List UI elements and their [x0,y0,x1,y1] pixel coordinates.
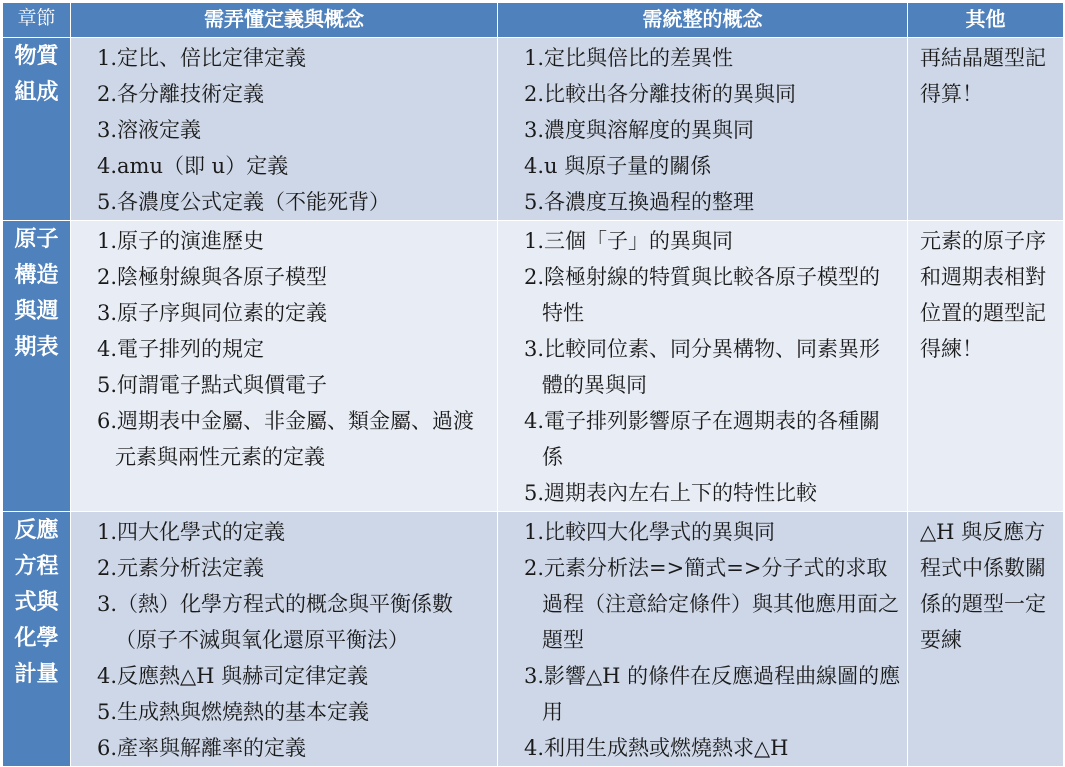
other-note: 再結晶題型記得算！ [920,46,1046,106]
definitions-cell [71,512,498,767]
header-row [3,3,1064,38]
list-item: 6.產率與解離率的定義 [97,736,307,760]
definitions-cell [71,221,498,512]
list-item: 5.各濃度公式定義（不能死背） [97,190,391,214]
chapter-label-line: 反應 [14,517,59,543]
integrate-list [498,221,907,511]
integrate-list [498,38,907,220]
list-item: 3.比較同位素、同分異構物、同素異形體的異與同 [524,337,881,397]
list-item: 1.定比與倍比的差異性 [524,46,734,70]
chapter-label-line: 期表 [14,334,59,360]
list-item: 4.利用生成熱或燃燒熱求△H [524,736,789,760]
header-chapter: 章節 [3,3,71,38]
list-item: 5.各濃度互換過程的整理 [524,190,755,214]
list-item: 1.三個「子」的異與同 [524,229,734,253]
other-cell [908,38,1064,221]
list-item: 1.原子的演進歷史 [97,229,265,253]
chapter-label-line: 方程 [14,553,59,579]
list-item: 2.比較出各分離技術的異與同 [524,82,797,106]
chapter-label-line: 式與 [14,589,59,615]
chapter-cell [3,38,71,221]
definitions-list [71,221,497,475]
integrate-cell [498,221,908,512]
study-table [2,2,1064,767]
list-item: 4.amu（即 u）定義 [97,154,289,178]
list-item: 2.陰極射線與各原子模型 [97,265,328,289]
other-note: △H 與反應方程式中係數關係的題型一定要練 [920,520,1046,652]
list-item: 1.比較四大化學式的異與同 [524,520,776,544]
list-item: 5.週期表內左右上下的特性比較 [524,481,818,505]
chapter-label-line: 與週 [14,298,59,324]
chapter-label-line: 組成 [14,79,59,105]
list-item: 3.濃度與溶解度的異與同 [524,118,755,142]
chapter-label-line: 化學 [14,625,59,651]
chapter-label-line: 原子 [14,226,59,252]
list-item: 2.元素分析法定義 [97,556,265,580]
list-item: 1.定比、倍比定律定義 [97,46,307,70]
definitions-list [71,38,497,220]
list-item: 2.陰極射線的特質與比較各原子模型的特性 [524,265,881,325]
list-item: 2.各分離技術定義 [97,82,265,106]
header-definitions: 需弄懂定義與概念 [71,3,498,38]
list-item: 4.反應熱△H 與赫司定律定義 [97,664,369,688]
integrate-cell [498,512,908,767]
integrate-list [498,512,907,766]
list-item: 6.週期表中金屬、非金屬、類金屬、過渡元素與兩性元素的定義 [97,409,475,469]
other-cell [908,512,1064,767]
list-item: 3.影響△H 的條件在反應過程曲線圖的應用 [524,664,901,724]
header-integrate: 需統整的概念 [498,3,908,38]
chapter-cell [3,512,71,767]
chapter-cell [3,221,71,512]
header-other: 其他 [908,3,1064,38]
list-item: 3.原子序與同位素的定義 [97,301,328,325]
chapter-label-line: 計量 [14,661,59,687]
list-item: 3.溶液定義 [97,118,202,142]
chapter-label-line: 物質 [14,43,59,69]
definitions-list [71,512,497,766]
list-item: 4.電子排列的規定 [97,337,265,361]
list-item: 3.（熱）化學方程式的概念與平衡係數（原子不滅與氧化還原平衡法） [97,592,454,652]
table-row [3,38,1064,221]
list-item: 2.元素分析法=>簡式=>分子式的求取過程（注意給定條件）與其他應用面之題型 [524,556,899,652]
list-item: 1.四大化學式的定義 [97,520,286,544]
list-item: 4.u 與原子量的關係 [524,154,712,178]
table-row [3,512,1064,767]
list-item: 5.生成熱與燃燒熱的基本定義 [97,700,370,724]
chapter-label-line: 構造 [14,262,59,288]
table-row [3,221,1064,512]
integrate-cell [498,38,908,221]
other-note: 元素的原子序和週期表相對位置的題型記得練！ [920,229,1046,361]
list-item: 4.電子排列影響原子在週期表的各種關係 [524,409,881,469]
definitions-cell [71,38,498,221]
other-cell [908,221,1064,512]
list-item: 5.何謂電子點式與價電子 [97,373,328,397]
